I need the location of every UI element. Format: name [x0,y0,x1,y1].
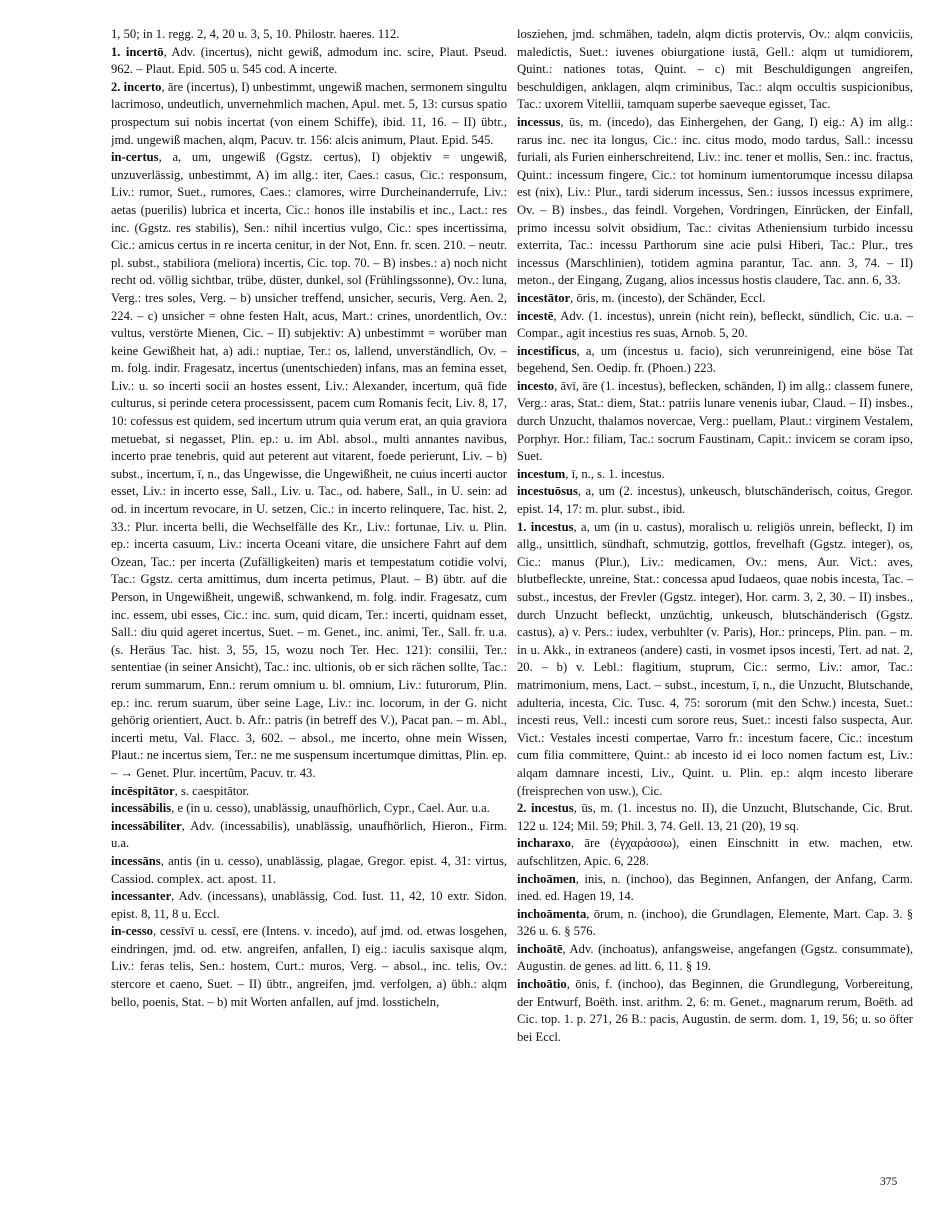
dictionary-entry [517,519,913,801]
entry-text: , antis (in u. cesso), unablässig, plagae, Gregor. epist. 4, 31: virtus, Cassiod. complex. act. apost. 11. [111,853,507,886]
entry-headword: inchoāmen [517,871,576,886]
entry-headword: inchoātio [517,977,567,992]
entry-text: 1, 50; in 1. regg. 2, 4, 20 u. 3, 5, 10. Philostr. haeres. 112. [111,27,400,41]
entry-headword: inchoātē [517,941,563,956]
entry-headword: 2. incestus [517,801,574,816]
entry-text: , inis, n. (inchoo), das Beginnen, Anfangen, der Anfang, Carm. ined. ed. Hagen 19, 14. [517,871,913,904]
dictionary-entry [111,888,507,923]
entry-headword: incestē [517,308,554,323]
entry-text: , a, um (2. incestus), unkeusch, blutschänderisch, coitus, Gregor. epist. 14, 17: m. plur. subst., ibid. [517,484,913,517]
entry-text: , ōrum, n. (inchoo), die Grundlagen, Elemente, Mart. Cap. 3. § 326 u. 6. § 576. [517,906,913,939]
entry-text: , a, um, ungewiß (Ggstz. certus), I) objektiv = ungewiß, unzuverlässig, unbestimmt, A) im allg.: iter, Caes.: casus, Cic.: responsum, Liv.: rumor, Suet., rumores, Caes.: clamores, wirre Durcheinanderrufe, Liv.: aetas (puerilis) lubrica et incerta, Cic.: honos ille instabilis et inc., Lact.: res inc. (Ggstz. res stabilis), Sen.: nihil incertius vulgo, Cic.: spes incertissima, Cic.: amicus certus in re incerta cenitur, in der Not, Enn. fr. scen. 210. – neutr. pl. subst., stabiliora (meliora) incertis, Cic. top. 70. – B) insbes.: a) noch nicht recht od. völlig sichtbar, trübe, düster, dunkel, sol (Frühlingssonne), Ov.: luna, Verg.: tres soles, Verg. – b) unsicher treffend, unsicher, securis, Verg. Aen. 2, 224. – c) unsicher = ohne festen Halt, acus, Mart.: crines, unordentlich, Ov.: vultus, verstörte Mienen, Cic. – II) subjektiv: A) unbestimmt = worüber man keine Gewißheit hat, a) adi.: nuptiae, Ter.: os, lallend, unverständlich, Ov. – m. folg. indir. Fragesatz, incertus (unentschieden) infans, mas an femina esset, Liv.: u. so incerti socii an hostes essent, Liv.: Alexander, incertum, quā fide culturus, si perinde cetera processissent, pacem cum Romanis fecit, Liv. 8, 17, 10: cofessus est quidem, sed incertum utrum quia verum erat, an quia graviora metuebat, si negasset, Plin. ep.: u. im Abl. absol., multi annantes navibus, incerto prae tenebris, quid aut peterent aut vitarent, foede perierunt, Liv. – b) subst., incertum, ī, n., das Ungewisse, die Ungewißheit, ne cuius incerti auctor esset, Liv.: in incerto esse, Sall., Liv. u. Tac., od. habere, Sall., in U. sein: ad od. in incertum revocare, in U. setzen, Cic.: in incerto relinquere, Tac. hist. 2, 33.: Plur. incerta belli, die Wechselfälle des Kr., Liv.: fortunae, Liv. u. Plin. ep.: incerta casuum, Liv.: incerta Oceani vitare, die unsichere Fahrt auf dem Ozean, Tac.: per incerta (Zufälligkeiten) maris et tempestatum cotidie volvi, Tac.: Ggstz. certa amittimus, dum incerta petimus, Plaut. – B) übtr. auf die Person, in Ungewißheit, ungewiß, schwankend, m. folg. indir. Fragesatz, cum inc. essem, ubi esses, Cic.: inc. sum, quid dicam, Ter.: incerti, quidnam esset, Sall.: diu quid ageret incertus, Suet. – m. Genet., inc. animi, Ter., Sall. fr. u.a. (s. Heräus Tac. hist. 3, 55, 15, wozu noch Ter. Hec. 121): consilii, Ter.: sententiae (in seiner Ansicht), Tac.: inc. ultionis, ob er sich rächen sollte, Tac.: rerum summarum, Enn.: rerum omnium u. bl. omnium, Liv.: futurorum, Plin. ep.: inc. rerum suarum, über seine Lage, Liv.: inc. locorum, in der G. nicht gehörig orientiert, Auct. b. Afr.: patris (in betreff des V.), Pacat pan. – m. Abl., incerti metu, Val. Flacc. 3, 602. – absol., me incerto, ohne mein Wissen, Plaut.: ne incertus siem, Ter.: ne me suspensum incertumque dimittas, Plin. ep. – → Genet. Plur. incertûm, Pacuv. tr. 43. [111,150,507,780]
dictionary-entry [517,290,913,308]
entry-headword: 2. incerto [111,79,162,94]
dictionary-entry [517,308,913,343]
right-column [517,26,913,1186]
entry-text: , Adv. (incertus), nicht gewiß, admodum inc. scire, Plaut. Pseud. 962. – Plaut. Epid. 505 u. 545 cod. A incerte. [111,44,507,77]
entry-headword: incessus [517,114,561,129]
entry-text: , ōris, m. (incesto), der Schänder, Eccl. [570,290,766,305]
page-number: 375 [880,1176,898,1188]
dictionary-entry [111,783,507,801]
entry-text: losziehen, jmd. schmähen, tadeln, alqm dictis protervis, Ov.: alqm conviciis, maledictis, Suet.: iuvenes obiurgatione iustā, Gell.: alqm ut tumidiorem, Quint.: nationes totas, Quint. – c) mit Beschuldigungen angreifen, beschuldigen, anklagen, alqm criminibus, Tac.: alqm occultis suspicionibus, Tac.: uxorem Vitellii, tamquam superbe saeveque egisset, Tac. [517,27,913,112]
entry-headword: in-cesso [111,924,153,939]
dictionary-entry [517,800,913,835]
entry-headword: incestātor [517,290,571,305]
dictionary-entry [517,26,913,114]
dictionary-entry [517,906,913,941]
entry-text: , ūs, m. (incedo), das Einhergehen, der Gang, I) eig.: A) im allg.: rarus inc. nec ita longus, Cic.: inc. citus modo, modo tardus, Sall.: incessu furiali, als Furien einherschreitend, Liv.: inc. tener et mollis, Sen.: inc. fractus, Quint.: incessum fingere, Cic.: tot hominum iumentorumque incessu dilapsa est (nix), Liv.: Plur., tardi siderum incessus, Sen.: iussos incessus exprimere, Ov. – B) insbes., das feindl. Vorgehen, Vordringen, Einrücken, der Einfall, primo incessu solvit obsidium, Tac.: civitas Atheniensium turbido incessu exterrita, Tac.: incessu Parthorum sine acie pulsi Hiberi, Tac.: Plur., tres incessus (Marschlinien), totidem agmina parantur, Tac. ann. 3, 74. – II) meton., der Eingang, Zugang, alios incessus hostis claudere, Tac. ann. 6, 33. [517,114,913,288]
entry-headword: incessanter [111,889,172,904]
entry-text: , ī, n., s. 1. incestus. [565,466,665,481]
entry-headword: in-certus [111,150,159,165]
dictionary-entry [111,923,507,1011]
dictionary-entry [517,114,913,290]
entry-headword: incestum [517,466,566,481]
dictionary-entry [111,818,507,853]
entry-headword: incestuōsus [517,484,578,499]
entry-headword: 1. incertō [111,44,164,59]
dictionary-entry [517,483,913,518]
entry-text: , āvī, āre (1. incestus), beflecken, schänden, I) im allg.: classem funere, Verg.: aras, Stat.: diem, Stat.: patriis lunare venenis iubar, Claud. – II) insbes., durch Unzucht, thalamos novercae, Verg.: puellam, Plaut.: virginem Vestalem, Porphyr. Hor.: filiam, Tac.: socrum Faustinam, Capit.: invicem se coram ipso, Suet. [517,378,913,464]
entry-headword: 1. incestus [517,519,574,534]
entry-text: , Adv. (incessabilis), unablässig, unaufhörlich, Hieron., Firm. u.a. [111,818,507,851]
dictionary-entry [517,378,913,466]
dictionary-entry [111,26,507,44]
entry-text: , āre (ἐγχαράσσω), einen Einschnitt in etw. machen, etw. aufschlitzen, Apic. 6, 228. [517,836,913,868]
entry-text: , s. caespitātor. [174,783,250,798]
dictionary-entry [111,800,507,818]
entry-headword: inchoāmenta [517,906,587,921]
entry-text: , a, um (in u. castus), moralisch u. religiös unrein, befleckt, I) im allg., unsittlich, sündhaft, schmutzig, gottlos, frevelhaft (Ggstz. integer), os, Cic.: manus (Plur.), Liv.: medicamen, Ov.: mens, Aur. Vict.: aves, blutbefleckte, unreine, Stat.: concessa apud Iudaeos, quae nobis incesta, Tac. – subst., incestus, der Frevler (Ggstz. integer), Hor. carm. 3, 2, 30. – II) insbes., durch Unzucht befleckt, unzüchtig, unkeusch, blutschänderisch (Ggstz. castus), a) v. Pers.: iudex, verbuhlter (v. Paris), Hor.: princeps, Plin. pan. – m. in u. Akk., in extraneos (andere) casti, in vosmet ipsos incesti, Tert. ad nat. 2, 20. – b) v. Lebl.: flagitium, stuprum, Cic.: sermo, Liv.: amor, Tac.: matrimonium, mens, Lact. – subst., incestum, ī, n., die Unzucht, Blutschande, adulteria, incesta, Cic. Tusc. 4, 75: sororum (mit den Schw.) incesta, Suet.: incesti reus, Vell.: incesti cum sorore reus, Suet.: incesti falso suspecta, Aur. Vict.: Vestales incesti compertae, Varro fr.: incestum facere, Cic.: incestum cum filia committere, Quint.: ab incesto id ei loco nomen factum est, Liv.: alqam damnare incesti, Liv., Quint. u. Plin. ep.: alqm incesto liberare (freisprechen von usw.), Cic. [517,519,913,798]
entry-text: , a, um (incestus u. facio), sich verunreinigend, eine böse Tat begehend, Sen. Oedip. fr. (Phoen.) 223. [517,343,913,376]
dictionary-entry [111,853,507,888]
entry-headword: incessābilis [111,801,172,816]
left-column [111,26,507,1186]
dictionary-entry [517,466,913,484]
entry-headword: incessābiliter [111,818,182,833]
entry-text: , e (in u. cesso), unablässig, unaufhörlich, Cypr., Cael. Aur. u.a. [171,801,490,816]
entry-headword: incharaxo [517,836,571,851]
entry-text: , ūs, m. (1. incestus no. II), die Unzucht, Blutschande, Cic. Brut. 122 u. 124; Mil. 59; Phil. 3, 74. Gell. 13, 21 (20), 19 sq. [517,801,913,833]
dictionary-entry [517,343,913,378]
entry-text: , Adv. (incessans), unablässig, Cod. Iust. 11, 42, 10 extr. Sidon. epist. 8, 11, 8 u. Eccl. [111,889,507,921]
dictionary-entry [111,149,507,782]
entry-text: , āre (incertus), I) unbestimmt, ungewiß machen, sermonem singultu lacrimoso, undeutlich, unvernehmlich machen, Apul. met. 5, 13: cursus spatio prospectum sui nobis incertat (von einem Schiffe), ibid. 11, 16. – II) übtr., jmd. ungewiß machen, alqm, Pacuv. tr. 156: alcis animum, Plaut. Epid. 545. [111,79,507,147]
entry-headword: incesto [517,378,555,393]
entry-headword: incēspitātor [111,783,175,798]
dictionary-entry [111,44,507,79]
entry-text: , cessīvī u. cessī, ere (Intens. v. incedo), auf jmd. od. etwas losgehen, eindringen, jmd. od. etw. angreifen, anfallen, I) eig.: iaculis saxisque alqm, Liv.: feras telis, Sen.: hostem, Curt.: muros, Verg. – absol., inc. telis, Ov.: stercore et caeno, Suet. – II) übtr., angreifen, jmd. verfolgen, a) übh.: alqm bello, poenis, Stat. – b) mit Worten anfallen, auf jmd. lossticheln, [111,924,507,1009]
entry-headword: incessāns [111,853,161,868]
entry-text: , Adv. (1. incestus), unrein (nicht rein), befleckt, sündlich, Cic. u.a. – Compar., agit incestius res suas, Arnob. 5, 20. [517,308,913,341]
dictionary-entry [111,79,507,149]
entry-text: , ōnis, f. (inchoo), das Beginnen, die Grundlegung, Vorbereitung, der Entwurf, Boëth. inst. arithm. 2, 6: m. Genet., magnarum rerum, Boëth. ad Cic. top. 1. p. 271, 26 B.: pacis, Augustin. de serm. dom. 1, 19, 56; u. so öfter bei Eccl. [517,977,913,1044]
entry-text: , Adv. (inchoatus), anfangsweise, angefangen (Ggstz. consummate), Augustin. de genes. ad litt. 6, 11. § 19. [517,941,913,974]
dictionary-entry [517,941,913,976]
dictionary-entry [517,976,913,1046]
dictionary-entry [517,835,913,870]
entry-headword: incestificus [517,343,577,358]
dictionary-entry [517,871,913,906]
